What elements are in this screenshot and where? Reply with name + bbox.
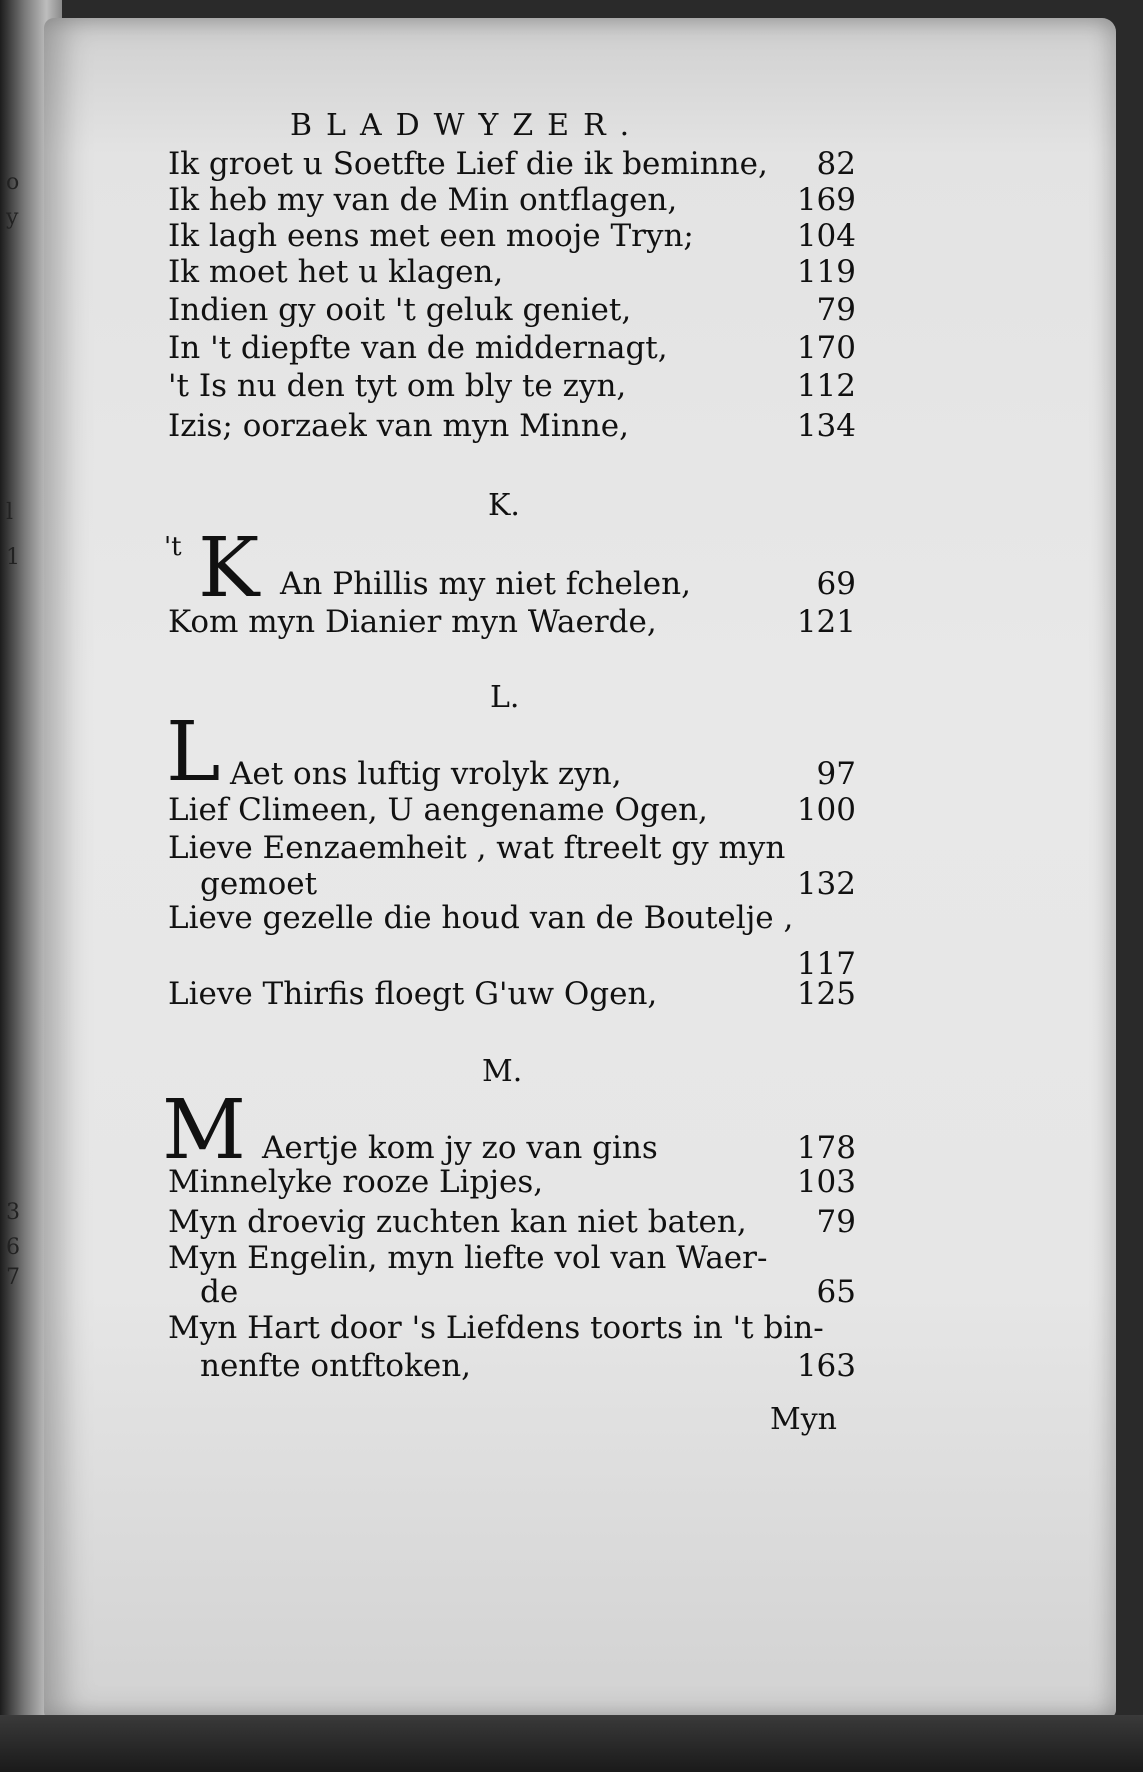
index-entry	[168, 1310, 856, 1346]
entry-page: 117	[796, 946, 856, 982]
index-entry	[168, 408, 856, 444]
index-entry-continuation	[200, 1348, 856, 1384]
entry-page: 112	[796, 368, 856, 404]
drop-cap-k: K	[198, 521, 260, 616]
entry-title: Aertje kom jy zo van gins	[262, 1130, 658, 1166]
entry-title: Lieve Eenzaemheit , wat ftreelt gy myn	[168, 830, 786, 866]
index-entry	[168, 830, 856, 866]
index-entry	[168, 330, 856, 366]
drop-cap-l: L	[166, 705, 221, 800]
edge-glyph: y	[6, 205, 19, 230]
entry-page: 79	[816, 1204, 856, 1240]
entry-title: Myn droevig zuchten kan niet baten,	[168, 1204, 747, 1240]
entry-title: In 't diepfte van de middernagt,	[168, 330, 668, 366]
index-entry-continuation	[200, 866, 856, 902]
entry-title: Myn Engelin, myn liefte vol van Waer-	[168, 1240, 768, 1276]
catchword: Myn	[770, 1402, 837, 1437]
index-entry	[168, 292, 856, 328]
edge-glyph: 7	[6, 1265, 20, 1290]
entry-page: 79	[816, 292, 856, 328]
entry-page: 169	[796, 182, 856, 218]
entry-page: 125	[796, 976, 856, 1012]
entry-page: 97	[816, 756, 856, 792]
entry-page: 82	[816, 146, 856, 182]
entry-title: nenfte ontftoken,	[200, 1348, 472, 1384]
entry-title: Lief Climeen, U aengename Ogen,	[168, 792, 708, 828]
entry-page: 104	[796, 218, 856, 254]
index-entry	[168, 792, 856, 828]
entry-page: 103	[796, 1164, 856, 1200]
entry-page: 119	[796, 254, 856, 290]
entry-page: 134	[796, 408, 856, 444]
drop-cap-m: M	[162, 1083, 246, 1178]
article-prefix: 't	[164, 532, 182, 562]
edge-glyph: 3	[6, 1200, 20, 1225]
entry-title: Ik groet u Soetfte Lief die ik beminne,	[168, 146, 768, 182]
index-entry	[168, 976, 856, 1012]
entry-page: 65	[816, 1274, 856, 1310]
entry-title: 't Is nu den tyt om bly te zyn,	[168, 368, 627, 404]
index-entry	[168, 604, 856, 640]
background-shadow	[0, 1715, 1143, 1772]
index-entry	[262, 1130, 856, 1166]
entry-title: Ik lagh eens met een mooje Tryn;	[168, 218, 694, 254]
entry-title: Lieve gezelle die houd van de Boutelje ,	[168, 900, 794, 936]
edge-glyph: 6	[6, 1235, 20, 1260]
index-entry	[168, 254, 856, 290]
section-heading-m: M.	[482, 1054, 523, 1089]
index-entry	[230, 756, 856, 792]
entry-page: 132	[796, 866, 856, 902]
section-heading-k: K.	[488, 488, 520, 523]
index-entry	[168, 1164, 856, 1200]
entry-title: Ik heb my van de Min ontflagen,	[168, 182, 678, 218]
entry-title: Indien gy ooit 't geluk geniet,	[168, 292, 632, 328]
index-entry	[168, 218, 856, 254]
entry-title: Ik moet het u klagen,	[168, 254, 504, 290]
entry-title: Minnelyke rooze Lipjes,	[168, 1164, 544, 1200]
index-entry	[168, 1240, 856, 1276]
page-header: BLADWYZER.	[290, 108, 644, 143]
entry-page: 170	[796, 330, 856, 366]
entry-title: Lieve Thirfis floegt G'uw Ogen,	[168, 976, 658, 1012]
index-entry	[168, 900, 856, 936]
index-entry-continuation	[200, 1274, 856, 1310]
entry-page: 69	[816, 566, 856, 602]
edge-glyph: 1	[6, 545, 20, 570]
section-heading-l: L.	[490, 680, 520, 715]
index-entry	[168, 146, 856, 182]
entry-title: Myn Hart door 's Liefdens toorts in 't bin-	[168, 1310, 824, 1346]
entry-page: 178	[796, 1130, 856, 1166]
edge-glyph: l	[6, 500, 14, 525]
entry-page: 121	[796, 604, 856, 640]
entry-page: 100	[796, 792, 856, 828]
edge-glyph: o	[6, 170, 20, 195]
index-entry	[168, 1204, 856, 1240]
entry-title: An Phillis my niet fchelen,	[280, 566, 691, 602]
entry-title: Aet ons luftig vrolyk zyn,	[230, 756, 622, 792]
entry-title: Izis; oorzaek van myn Minne,	[168, 408, 629, 444]
entry-title: Kom myn Dianier myn Waerde,	[168, 604, 657, 640]
entry-title: gemoet	[200, 866, 318, 902]
index-entry	[168, 368, 856, 404]
index-entry	[168, 182, 856, 218]
entry-title: de	[200, 1274, 239, 1310]
entry-page: 163	[796, 1348, 856, 1384]
index-entry	[280, 566, 856, 602]
